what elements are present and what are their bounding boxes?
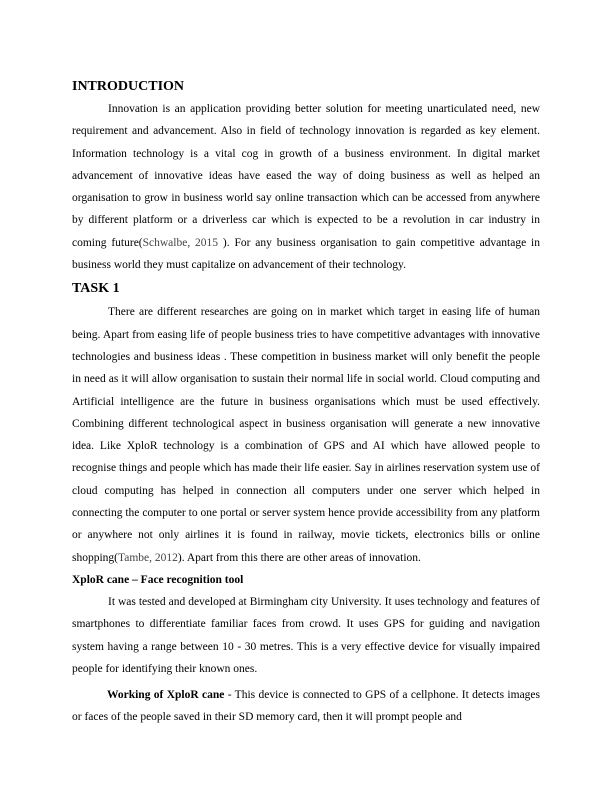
citation-schwalbe: Schwalbe, 2015 <box>142 236 223 249</box>
introduction-text-2: ). For any business organisation to gain competitive advantage in business world they must capitalize on advancement of their technology. <box>72 236 540 272</box>
introduction-paragraph <box>72 98 540 276</box>
xplor-subheading: XploR cane – Face recognition tool <box>72 573 244 586</box>
xplor-working-label: Working of XploR cane <box>107 689 225 702</box>
introduction-text-1: Innovation is an application providing better solution for meeting unarticulated need, new requirement and advancement. Also in field of technology innovation is regarded as key element. Information technology is a vital cog in growth of a business environment. In digital market advancement of innovative ideas have eased the way of doing business as well as helped an organisation to grow in business world say online transaction which can be accessed from anywhere by different platform or a driverless car which is expected to be a revolution in car industry in coming future( <box>72 103 540 249</box>
xplor-paragraph: It was tested and developed at Birmingham city University. It uses technology and features of smartphones to differentiate familiar faces from crowd. It uses GPS for guiding and navigation system having a range between 10 - 30 metres. This is a very effective device for visually impaired people for identifying their known ones. <box>72 595 540 675</box>
page-content <box>72 78 540 729</box>
task1-text-1: There are different researches are going on in market which target in easing life of human being. Apart from easing life of people business tries to have competitive advantages with innovative technologies and business ideas . These competition in business market will only benefit the people in need as it will allow organisation to sustain their normal life in social world. Cloud computing and Artificial intelligence are the future in business organisations which must be used effectively. Combining different technological aspect in business organisation will generate a new innovative idea. Like XploR technology is a combination of GPS and AI which have allowed people to recognise things and people which has made their life easier. Say in airlines reservation system use of cloud computing has helped in connection all computers under one server which helped in connecting the computer to one portal or server system hence provide accessibility from any platform or anywhere not only airlines it is found in railway, movie tickets, electronics bills or online shopping( <box>72 306 540 564</box>
xplor-working-text: - This device is connected to GPS of a cellphone. It detects images or faces of the people saved in their SD memory card, then it will prompt people and <box>72 689 541 724</box>
task1-text-2: ). Apart from this there are other areas of innovation. <box>177 551 421 564</box>
task1-heading: TASK 1 <box>72 281 120 297</box>
introduction-heading: INTRODUCTION <box>72 79 185 94</box>
task1-paragraph <box>72 301 540 569</box>
citation-tambe: Tambe, 2012 <box>118 551 178 564</box>
xplor-working-paragraph <box>72 684 540 729</box>
